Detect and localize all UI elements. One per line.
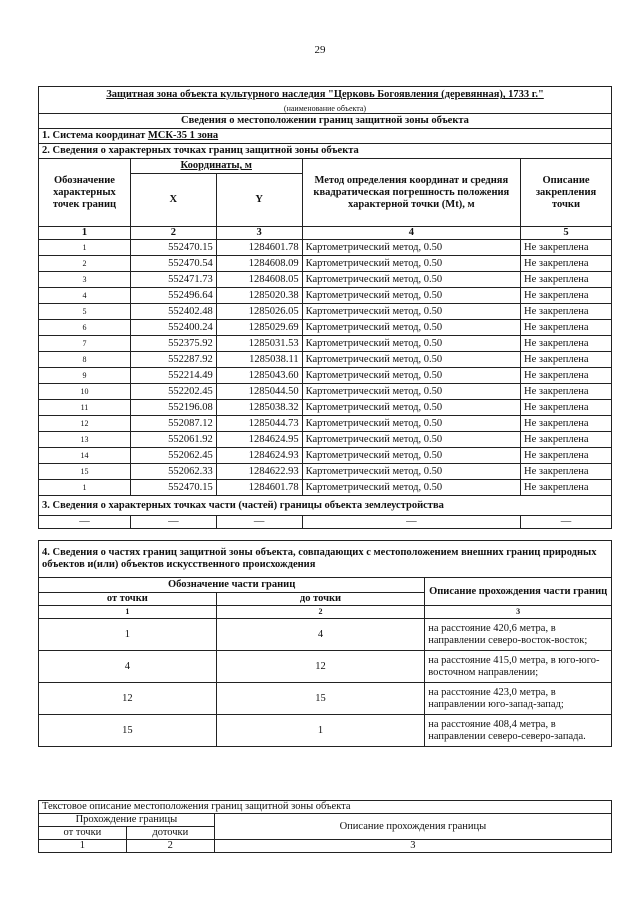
- point-number: 6: [39, 320, 131, 336]
- point-method: Картометрический метод, 0.50: [302, 240, 520, 256]
- section-4-heading: 4. Сведения о частях границ защитной зоны объекта, совпадающих с местоположением внешних границ природных объектов и(или) объектов искусственного происхождения: [39, 541, 612, 578]
- part-row: [39, 715, 612, 747]
- col-number: 2: [126, 840, 214, 853]
- point-x: 552196.08: [130, 400, 216, 416]
- point-y: 1285020.38: [216, 288, 302, 304]
- point-y: 1284608.09: [216, 256, 302, 272]
- point-y: 1285044.50: [216, 384, 302, 400]
- col-y-header: Y: [216, 174, 302, 227]
- text-description-table: [38, 800, 612, 853]
- point-y: 1285029.69: [216, 320, 302, 336]
- point-number: 15: [39, 464, 131, 480]
- point-number: 5: [39, 304, 131, 320]
- col-method-header: Метод определения координат и средняя квадратическая погрешность положения характерной точки (Mt), м: [302, 159, 520, 227]
- part-desc: на расстояние 415,0 метра, в юго-юго-восточном направлении;: [425, 651, 612, 683]
- point-method: Картометрический метод, 0.50: [302, 400, 520, 416]
- point-method: Картометрический метод, 0.50: [302, 480, 520, 496]
- part-from: 15: [39, 715, 217, 747]
- part-row: [39, 651, 612, 683]
- point-method: Картометрический метод, 0.50: [302, 352, 520, 368]
- point-row: [39, 288, 612, 304]
- page-number: 29: [314, 44, 326, 56]
- point-method: Картометрический метод, 0.50: [302, 368, 520, 384]
- point-fixing: Не закреплена: [521, 368, 612, 384]
- point-row: [39, 480, 612, 496]
- point-x: 552470.15: [130, 480, 216, 496]
- col-number: 3: [216, 227, 302, 240]
- point-row: [39, 400, 612, 416]
- point-number: 9: [39, 368, 131, 384]
- point-method: Картометрический метод, 0.50: [302, 384, 520, 400]
- point-x: 552470.54: [130, 256, 216, 272]
- point-number: 14: [39, 448, 131, 464]
- point-x: 552202.45: [130, 384, 216, 400]
- point-fixing: Не закреплена: [521, 320, 612, 336]
- point-fixing: Не закреплена: [521, 272, 612, 288]
- col-number: 1: [39, 227, 131, 240]
- part-to: 15: [216, 683, 425, 715]
- passage-from-header: от точки: [39, 827, 127, 840]
- point-number: 8: [39, 352, 131, 368]
- point-y: 1285044.73: [216, 416, 302, 432]
- point-y: 1285038.11: [216, 352, 302, 368]
- point-y: 1285038.32: [216, 400, 302, 416]
- part-desc: на расстояние 408,4 метра, в направлении северо-северо-запада.: [425, 715, 612, 747]
- point-number: 2: [39, 256, 131, 272]
- point-method: Картометрический метод, 0.50: [302, 320, 520, 336]
- point-number: 4: [39, 288, 131, 304]
- point-fixing: Не закреплена: [521, 416, 612, 432]
- point-x: 552087.12: [130, 416, 216, 432]
- part-row: [39, 619, 612, 651]
- part-desc: на расстояние 423,0 метра, в направлении юго-запад-запад;: [425, 683, 612, 715]
- point-number: 11: [39, 400, 131, 416]
- section-3-dash: —: [216, 516, 302, 529]
- point-number: 13: [39, 432, 131, 448]
- point-fixing: Не закреплена: [521, 288, 612, 304]
- point-row: [39, 240, 612, 256]
- point-method: Картометрический метод, 0.50: [302, 336, 520, 352]
- point-row: [39, 464, 612, 480]
- parts-from-header: от точки: [39, 593, 217, 606]
- spacer: [39, 529, 612, 541]
- point-row: [39, 336, 612, 352]
- point-x: 552214.49: [130, 368, 216, 384]
- point-method: Картометрический метод, 0.50: [302, 288, 520, 304]
- object-title-note: (наименование объекта): [39, 104, 612, 114]
- section-1-label: 1. Система координат: [42, 130, 148, 141]
- point-y: 1285043.60: [216, 368, 302, 384]
- part-row: [39, 683, 612, 715]
- point-row: [39, 384, 612, 400]
- part-desc: на расстояние 420,6 метра, в направлении северо-восток-восток;: [425, 619, 612, 651]
- point-number: 12: [39, 416, 131, 432]
- col-number: 2: [216, 606, 425, 619]
- point-number: 3: [39, 272, 131, 288]
- part-to: 4: [216, 619, 425, 651]
- point-row: [39, 416, 612, 432]
- point-number: 7: [39, 336, 131, 352]
- point-row: [39, 272, 612, 288]
- col-number: 5: [521, 227, 612, 240]
- point-fixing: Не закреплена: [521, 336, 612, 352]
- point-fixing: Не закреплена: [521, 480, 612, 496]
- point-y: 1284601.78: [216, 480, 302, 496]
- point-x: 552471.73: [130, 272, 216, 288]
- passage-desc-header: Описание прохождения границы: [214, 814, 611, 840]
- point-fixing: Не закреплена: [521, 304, 612, 320]
- object-title: Защитная зона объекта культурного наследия "Церковь Богоявления (деревянная), 1733 г.": [39, 87, 612, 104]
- part-from: 12: [39, 683, 217, 715]
- col-number: 2: [130, 227, 216, 240]
- section-3-dash: —: [521, 516, 612, 529]
- point-row: [39, 304, 612, 320]
- point-x: 552470.15: [130, 240, 216, 256]
- section-3-heading: 3. Сведения о характерных точках части (частей) границы объекта землеустройства: [39, 496, 612, 516]
- point-method: Картометрический метод, 0.50: [302, 256, 520, 272]
- point-row: [39, 256, 612, 272]
- point-fixing: Не закреплена: [521, 384, 612, 400]
- part-to: 1: [216, 715, 425, 747]
- point-row: [39, 368, 612, 384]
- point-y: 1284622.93: [216, 464, 302, 480]
- point-y: 1284601.78: [216, 240, 302, 256]
- section-2-heading: 2. Сведения о характерных точках границ защитной зоны объекта: [39, 144, 612, 159]
- point-x: 552062.45: [130, 448, 216, 464]
- point-number: 10: [39, 384, 131, 400]
- section-3-dash: —: [39, 516, 131, 529]
- parts-designation-header: Обозначение части границ: [39, 578, 425, 593]
- point-method: Картометрический метод, 0.50: [302, 272, 520, 288]
- col-x-header: X: [130, 174, 216, 227]
- point-row: [39, 432, 612, 448]
- point-fixing: Не закреплена: [521, 400, 612, 416]
- part-to: 12: [216, 651, 425, 683]
- section-3-dash: —: [302, 516, 520, 529]
- part-from: 1: [39, 619, 217, 651]
- point-x: 552287.92: [130, 352, 216, 368]
- col-number: 3: [214, 840, 611, 853]
- col-number: 3: [425, 606, 612, 619]
- col-number: 1: [39, 606, 217, 619]
- point-x: 552496.64: [130, 288, 216, 304]
- point-method: Картометрический метод, 0.50: [302, 304, 520, 320]
- point-fixing: Не закреплена: [521, 256, 612, 272]
- point-y: 1284624.95: [216, 432, 302, 448]
- passage-header: Прохождение границы: [39, 814, 215, 827]
- point-fixing: Не закреплена: [521, 352, 612, 368]
- point-y: 1285026.05: [216, 304, 302, 320]
- point-x: 552062.33: [130, 464, 216, 480]
- point-fixing: Не закреплена: [521, 432, 612, 448]
- point-method: Картометрический метод, 0.50: [302, 432, 520, 448]
- coordinate-system-value: МСК-35 1 зона: [147, 130, 219, 141]
- col-desc-header: Описание закрепления точки: [521, 159, 612, 227]
- section-3-dash: —: [130, 516, 216, 529]
- col-point-header: Обозначение характерных точек границ: [39, 159, 131, 227]
- section-1-coordinate-system: [39, 129, 612, 144]
- passage-to-header: доточки: [126, 827, 214, 840]
- point-x: 552402.48: [130, 304, 216, 320]
- point-row: [39, 352, 612, 368]
- point-row: [39, 320, 612, 336]
- col-coords-header: Координаты, м: [130, 159, 302, 174]
- point-method: Картометрический метод, 0.50: [302, 464, 520, 480]
- protection-zone-table: [38, 86, 612, 747]
- point-method: Картометрический метод, 0.50: [302, 448, 520, 464]
- point-number: 1: [39, 240, 131, 256]
- point-x: 552061.92: [130, 432, 216, 448]
- part-from: 4: [39, 651, 217, 683]
- point-x: 552400.24: [130, 320, 216, 336]
- point-fixing: Не закреплена: [521, 240, 612, 256]
- point-y: 1285031.53: [216, 336, 302, 352]
- point-x: 552375.92: [130, 336, 216, 352]
- col-number: 4: [302, 227, 520, 240]
- point-fixing: Не закреплена: [521, 464, 612, 480]
- parts-to-header: до точки: [216, 593, 425, 606]
- col-number: 1: [39, 840, 127, 853]
- point-y: 1284624.93: [216, 448, 302, 464]
- point-number: 1: [39, 480, 131, 496]
- parts-desc-header: Описание прохождения части границ: [425, 578, 612, 606]
- point-fixing: Не закреплена: [521, 448, 612, 464]
- point-row: [39, 448, 612, 464]
- bottom-title: Текстовое описание местоположения границ защитной зоны объекта: [39, 801, 612, 814]
- point-y: 1284608.05: [216, 272, 302, 288]
- info-heading: Сведения о местоположении границ защитной зоны объекта: [39, 114, 612, 129]
- point-method: Картометрический метод, 0.50: [302, 416, 520, 432]
